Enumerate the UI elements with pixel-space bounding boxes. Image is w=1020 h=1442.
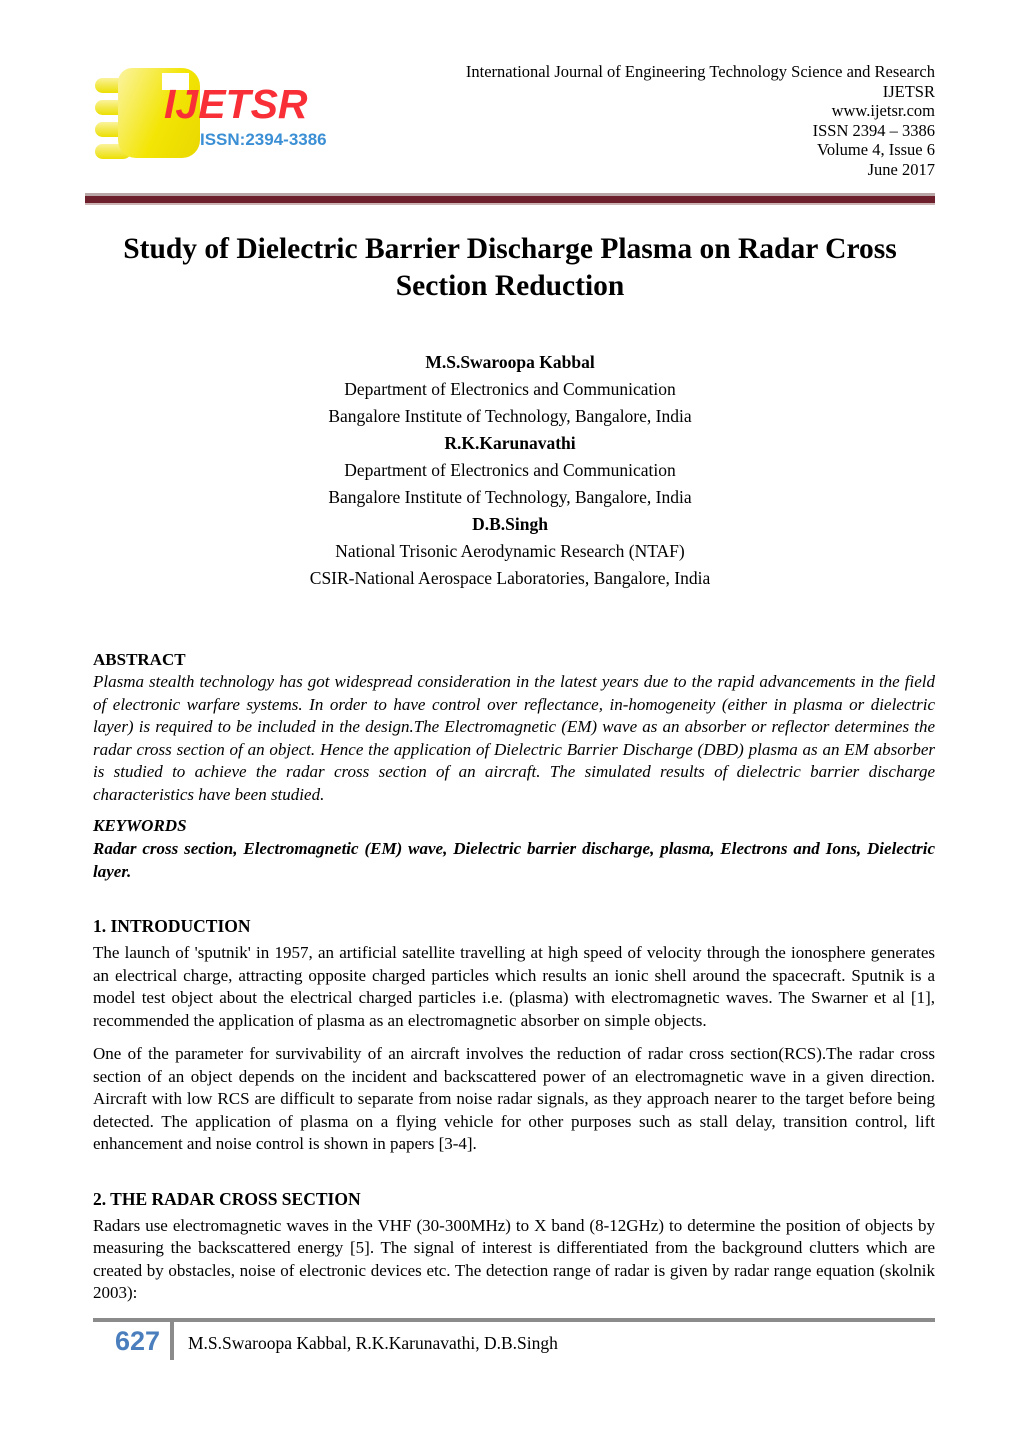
author-name: D.B.Singh [472,514,548,534]
author-block [0,349,1020,592]
abstract-section [93,648,935,883]
footer-inner [93,1322,935,1360]
section-radar-cross-section [93,1187,935,1305]
paper-title: Study of Dielectric Barrier Discharge Plasma on Radar Cross Section Reduction [123,233,897,302]
journal-issn: ISSN 2394 – 3386 [812,120,935,140]
author-affiliation: Department of Electronics and Communication [344,460,676,480]
header-divider-rule [85,193,935,205]
paragraph: One of the parameter for survivability of an aircraft involves the reduction of radar cross section(RCS).The radar cross section of an object depends on the incident and backscattered power of an electromagnetic wave in a given direction. Aircraft with low RCS are difficult to separate from noise radar signals, as they approach nearer to the target before being detected. The application of plasma on a flying vehicle for other purposes such as stall delay, transition control, lift enhancement and noise control is shown in papers [3-4]. [93,1044,935,1153]
journal-date: June 2017 [867,159,935,179]
section-introduction [93,914,935,1156]
section-heading: 2. THE RADAR CROSS SECTION [93,1188,361,1209]
ijetsr-logo [95,58,345,170]
journal-website: www.ijetsr.com [831,101,935,120]
author-name: M.S.Swaroopa Kabbal [425,352,595,372]
abstract-heading: ABSTRACT [93,650,186,669]
abstract-text: Plasma stealth technology has got widespread consideration in the latest years due to the rapid advancements in the field of electronic warfare systems. In order to have control over reflectance, in-homogeneity (either in plasma or dielectric layer) is required to be included in the design.The Electromagnetic (EM) wave as an absorber or reflector determines the radar cross section of an object. Hence the application of Dielectric Barrier Discharge (DBD) plasma as an EM absorber is studied to achieve the radar cross section of an aircraft. The simulated results of dielectric barrier discharge characteristics have been studied. [93,672,935,804]
journal-info-block [466,58,935,179]
paragraph: The launch of 'sputnik' in 1957, an artificial satellite travelling at high speed of velocity through the ionosphere generates an electrical charge, attracting opposite charged particles which results an ionic shell around the spacecraft. Sputnik is a model test object about the electrical charged particles i.e. (plasma) with electromagnetic waves. The Swarner et al [1], recommended the application of plasma as an electromagnetic absorber on simple objects. [93,943,935,1030]
logo-issn-text: ISSN:2394-3386 [200,130,327,149]
journal-acronym: IJETSR [882,81,935,101]
author-affiliation: Department of Electronics and Communication [344,379,676,399]
logo-acronym-text: IJETSR [164,81,308,127]
author-affiliation: National Trisonic Aerodynamic Research (NTAF) [335,541,685,561]
keywords-text: Radar cross section, Electromagnetic (EM) wave, Dielectric barrier discharge, plasma, Electrons and Ions, Dielectric layer. [93,839,935,881]
author-name: R.K.Karunavathi [444,433,576,453]
paper-body [93,648,935,1305]
keywords-heading: KEYWORDS [93,816,187,835]
journal-name: International Journal of Engineering Technology Science and Research [465,62,935,81]
section-heading: 1. INTRODUCTION [93,916,251,936]
author-affiliation: Bangalore Institute of Technology, Bangalore, India [328,487,692,507]
journal-volume-issue: Volume 4, Issue 6 [817,140,935,159]
footer-authors-line: M.S.Swaroopa Kabbal, R.K.Karunavathi, D.B.Singh [188,1332,558,1353]
author-affiliation: Bangalore Institute of Technology, Bangalore, India [328,406,692,426]
paragraph: Radars use electromagnetic waves in the VHF (30-300MHz) to X band (8-12GHz) to determine the position of objects by measuring the backscattered energy [5]. The signal of interest is differentiated from the background clutters which are created by obstacles, noise of electronic devices etc. The detection range of radar is given by radar range equation (skolnik 2003): [93,1215,935,1302]
page-footer [93,1318,935,1360]
author-affiliation: CSIR-National Aerospace Laboratories, Bangalore, India [309,568,711,588]
page-number: 627 [114,1326,160,1356]
page-header [0,0,1020,179]
